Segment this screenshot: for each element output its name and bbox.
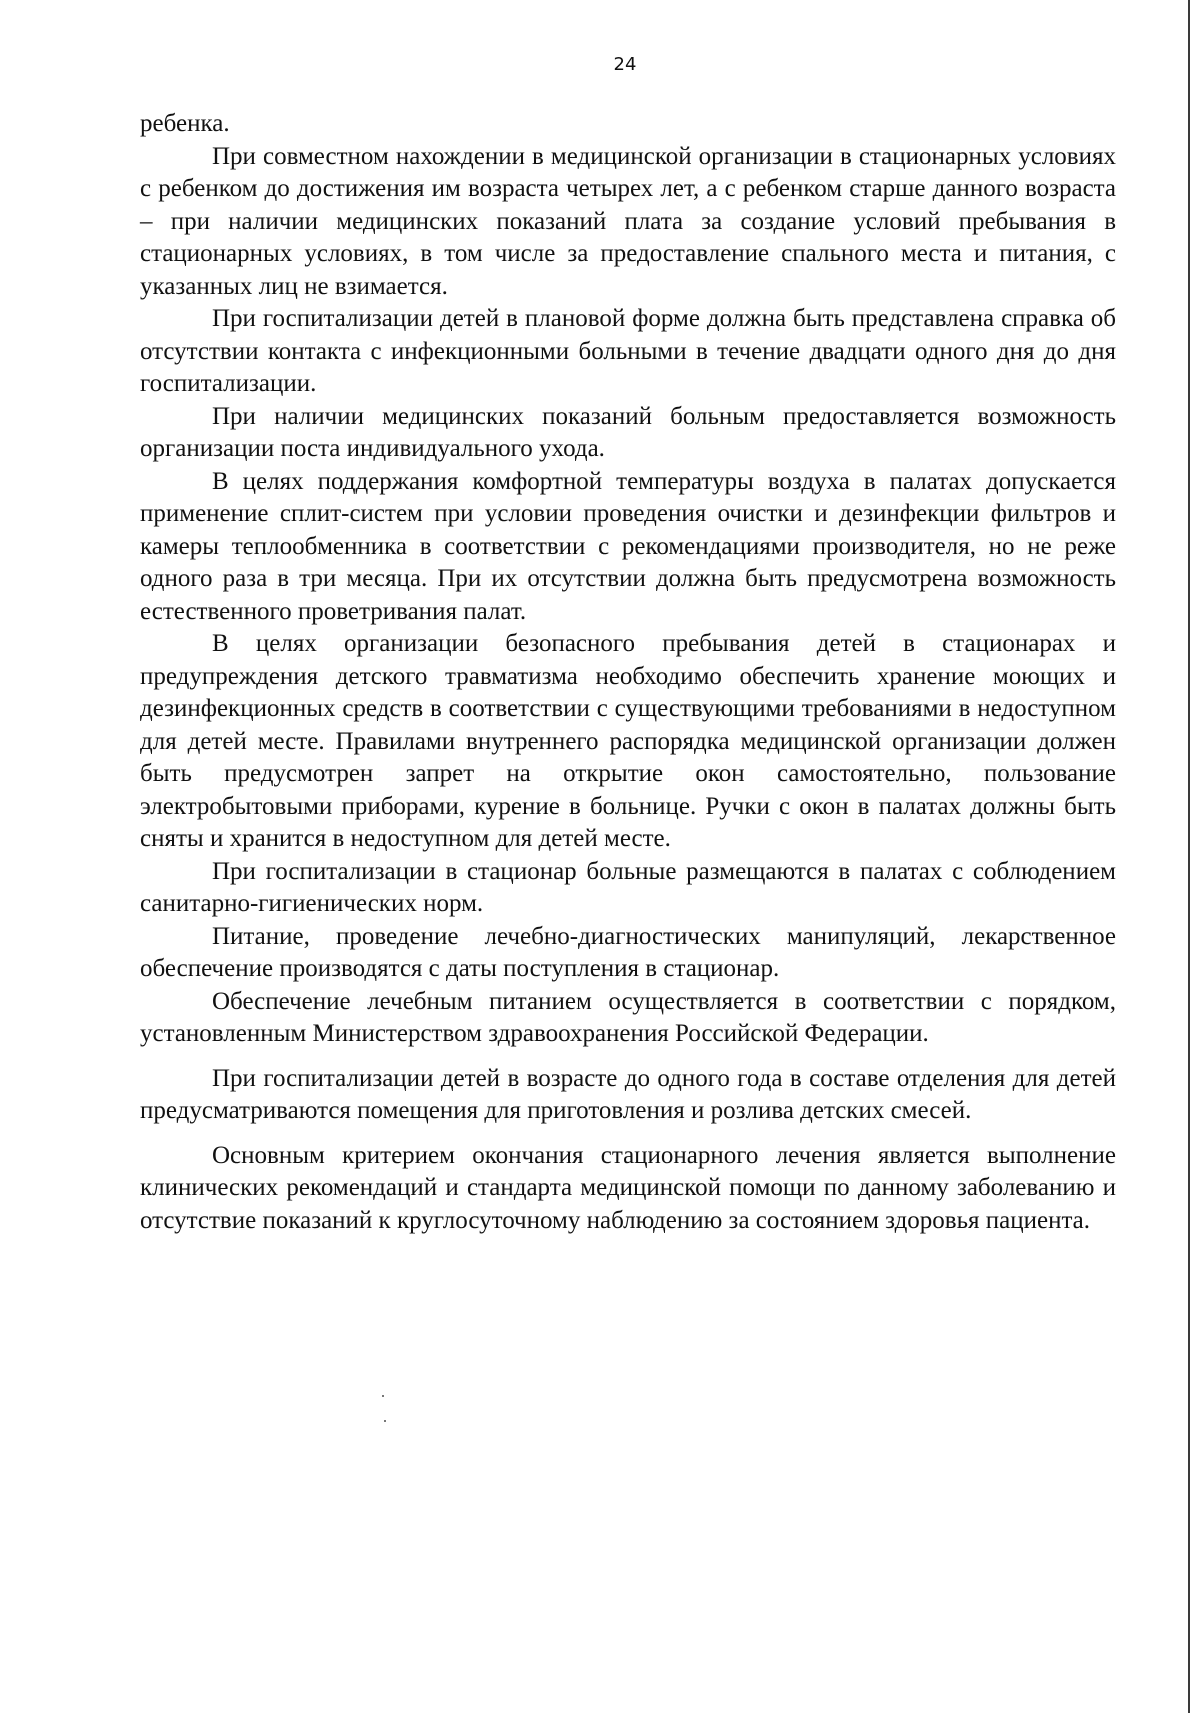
document-body: [140, 108, 1116, 1237]
paragraph-nutrition-start: Питание, проведение лечебно-диагностических манипуляций, лекарственное обеспечение производятся с даты поступления в стационар.: [140, 922, 1116, 982]
paragraph-child-safety: В целях организации безопасного пребывания детей в стационарах и предупреждения детского травматизма необходимо обеспечить хранение моющих и дезинфекционных средств в соответствии с существующими требованиями в недоступном для детей месте. Правилами внутреннего распорядка медицинской организации должен быть предусмотрен запрет на открытие окон самостоятельно, пользование электробытовыми приборами, курение в больнице. Ручки с окон в палатах должны быть сняты и хранится в недоступном для детей месте.: [140, 630, 1116, 852]
paragraph-joint-stay: При совместном нахождении в медицинской организации в стационарных условиях с ребенком до достижения им возраста четырех лет, а с ребенком старше данного возраста – при наличии медицинских показаний плата за создание условий пребывания в стационарных условиях, в том числе за предоставление спального места и питания, с указанных лиц не взимается.: [140, 142, 1116, 300]
paragraph-discharge-criterion: Основным критерием окончания стационарного лечения является выполнение клинических рекомендаций и стандарта медицинской помощи по данному заболеванию и отсутствие показаний к круглосуточному наблюдению за состоянием здоровья пациента.: [140, 1141, 1116, 1234]
scan-edge-line: [1188, 0, 1190, 1713]
paragraph-planned-hospitalization: При госпитализации детей в плановой форме должна быть представлена справка об отсутствии контакта с инфекционными больными в течение двадцати одного дня до дня госпитализации.: [140, 305, 1116, 397]
paragraph-individual-care: При наличии медицинских показаний больным предоставляется возможность организации поста индивидуального ухода.: [140, 402, 1116, 462]
scan-speck: [384, 1420, 386, 1422]
paragraph-continuation: ребенка.: [140, 110, 230, 137]
page-number: 24: [613, 54, 637, 75]
paragraph-therapeutic-nutrition: Обеспечение лечебным питанием осуществляется в соответствии с порядком, установленным Министерством здравоохранения Российской Федерации.: [140, 987, 1116, 1047]
paragraph-infant-formula-rooms: При госпитализации детей в возрасте до одного года в составе отделения для детей предусматриваются помещения для приготовления и розлива детских смесей.: [140, 1064, 1116, 1124]
paragraph-air-conditioning: В целях поддержания комфортной температуры воздуха в палатах допускается применение сплит-систем при условии проведения очистки и дезинфекции фильтров и камеры теплообменника в соответствии с рекомендациями производителя, но не реже одного раза в три месяца. При их отсутствии должна быть предусмотрена возможность естественного проветривания палат.: [140, 467, 1116, 625]
scan-speck: [382, 1395, 384, 1397]
paragraph-ward-placement: При госпитализации в стационар больные размещаются в палатах с соблюдением санитарно-гигиенических норм.: [140, 857, 1116, 917]
